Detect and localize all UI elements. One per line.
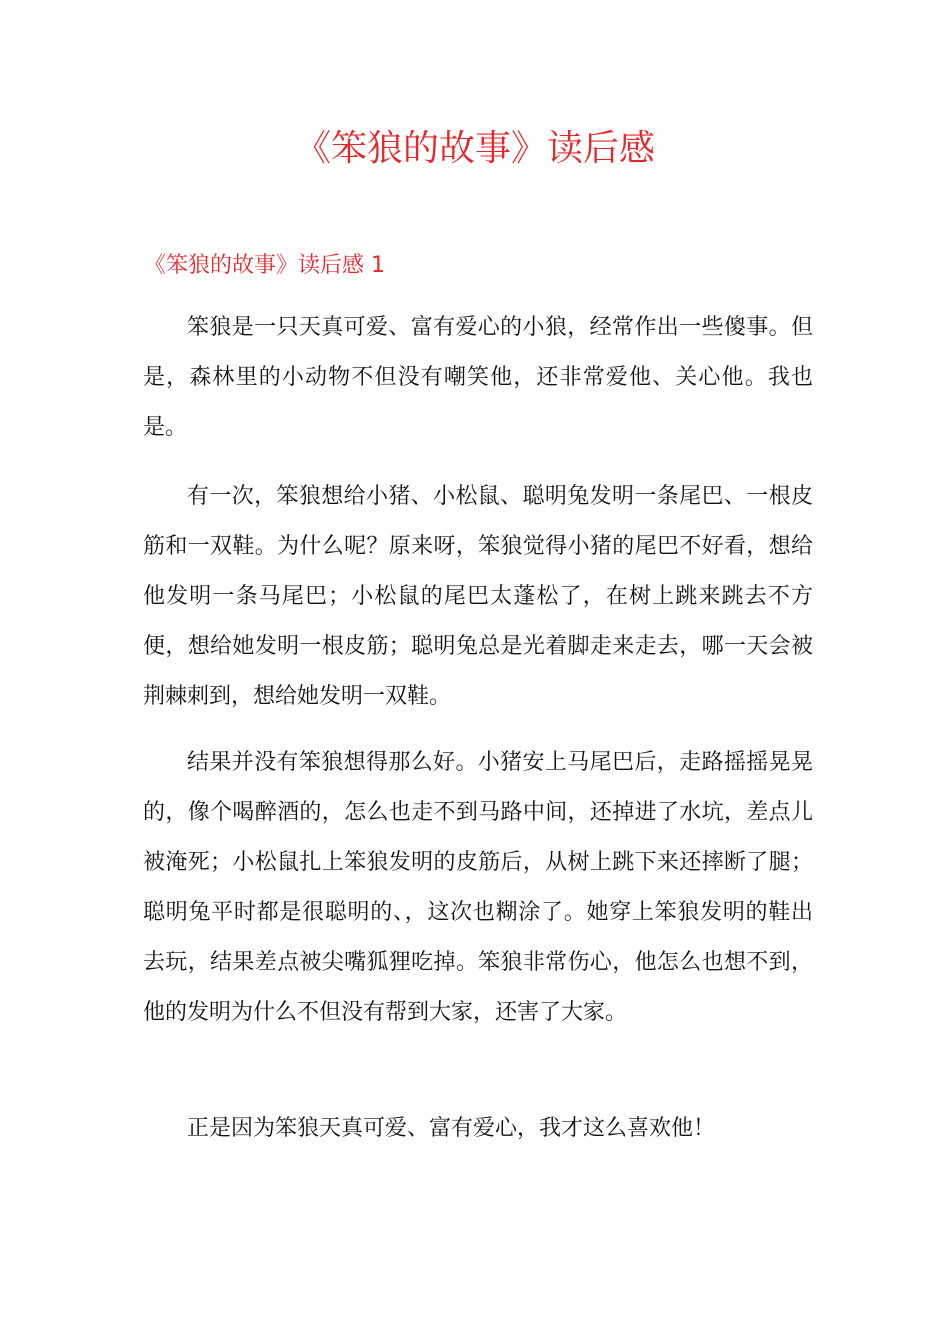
document-title: 《笨狼的故事》读后感 <box>294 128 655 169</box>
section-heading: 《笨狼的故事》读后感 1 <box>144 253 385 278</box>
paragraph-2: 有一次，笨狼想给小猪、小松鼠、聪明兔发明一条尾巴、一根皮筋和一双鞋。为什么呢？原来呀，笨狼觉得小猪的尾巴不好看，想给他发明一条马尾巴；小松鼠的尾巴太蓬松了，在树上跳来跳去不方便，想给她发明一根皮筋；聪明兔总是光着脚走来走去，哪一天会被荆棘刺到，想给她发明一双鞋。 <box>143 484 813 709</box>
paragraph-1: 笨狼是一只天真可爱、富有爱心的小狼，经常作出一些傻事。但是，森林里的小动物不但没有嘲笑他，还非常爱他、关心他。我也是。 <box>143 315 813 440</box>
paragraph-4: 正是因为笨狼天真可爱、富有爱心，我才这么喜欢他！ <box>187 1116 716 1141</box>
paragraph-3: 结果并没有笨狼想得那么好。小猪安上马尾巴后，走路摇摇晃晃的，像个喝醉酒的，怎么也走不到马路中间，还掉进了水坑，差点儿被淹死；小松鼠扎上笨狼发明的皮筋后，从树上跳下来还摔断了腿；聪明兔平时都是很聪明的、，这次也糊涂了。她穿上笨狼发明的鞋出去玩，结果差点被尖嘴狐狸吃掉。笨狼非常伤心，他怎么也想不到，他的发明为什么不但没有帮到大家，还害了大家。 <box>143 750 813 1025</box>
